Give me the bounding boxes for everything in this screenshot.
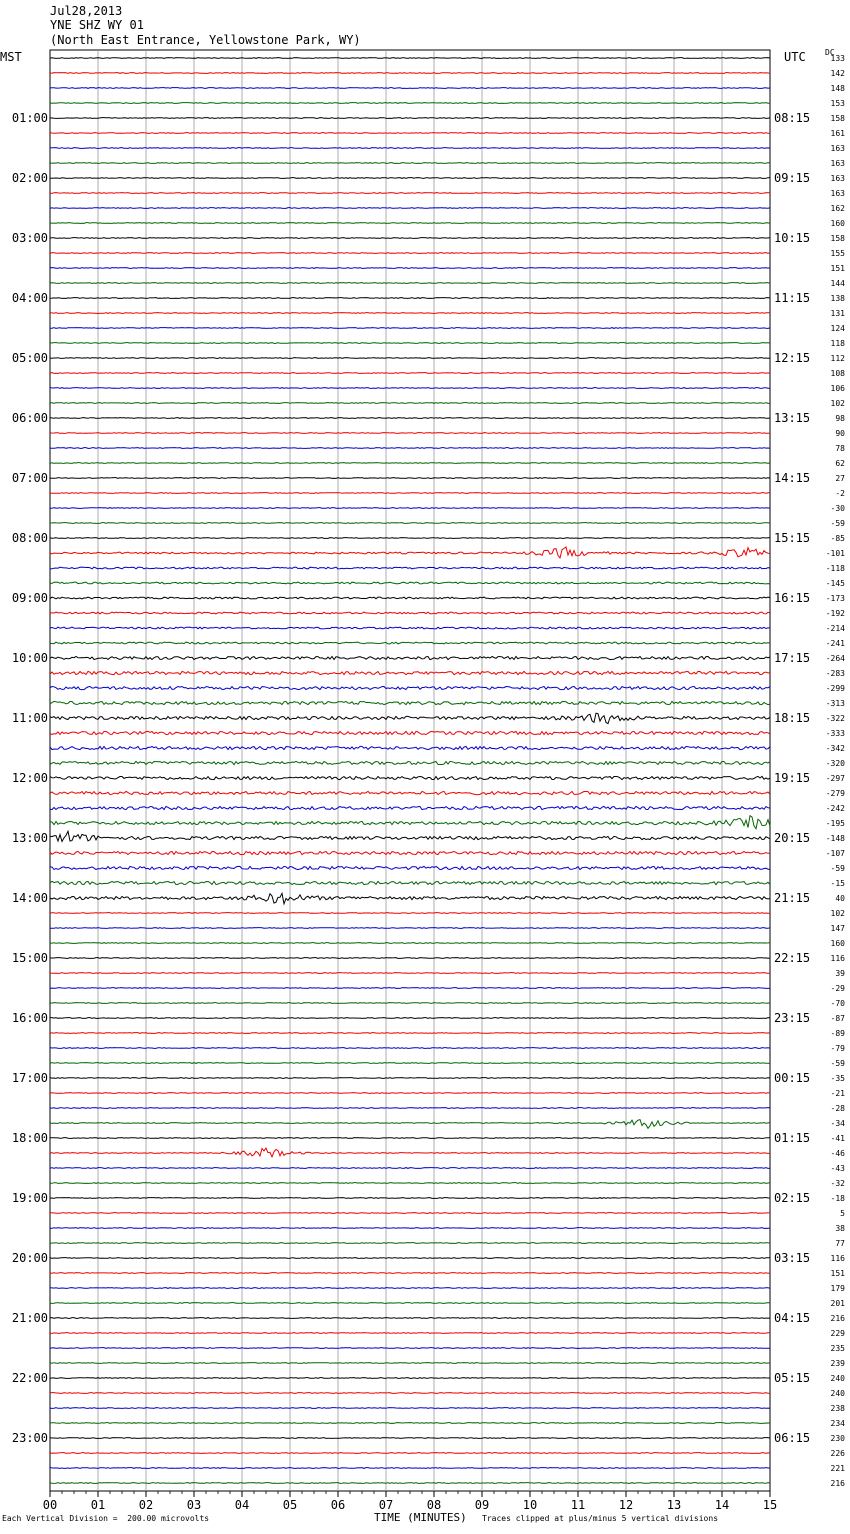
mst-hour-label: 07:00 bbox=[11, 471, 48, 485]
trace-row bbox=[50, 268, 770, 269]
dc-offset-label: 98 bbox=[835, 414, 845, 423]
dc-offset-label: -70 bbox=[830, 999, 845, 1008]
mst-hour-label: 03:00 bbox=[11, 231, 48, 245]
dc-offset-label: 151 bbox=[830, 264, 845, 273]
dc-offset-label: 144 bbox=[830, 279, 845, 288]
dc-offset-label: -173 bbox=[825, 594, 845, 603]
dc-axis-label: DC bbox=[825, 48, 835, 57]
trace-row bbox=[50, 118, 770, 119]
dc-offset-label: -101 bbox=[825, 549, 845, 558]
dc-offset-label: -43 bbox=[830, 1164, 845, 1173]
x-tick-label: 09 bbox=[474, 1498, 490, 1512]
mst-hour-label: 10:00 bbox=[11, 651, 48, 665]
division-note: Each Vertical Division = 200.00 microvolts bbox=[2, 1514, 210, 1523]
dc-offset-label: 90 bbox=[835, 429, 845, 438]
trace-row bbox=[50, 913, 770, 914]
utc-hour-label: 15:15 bbox=[774, 531, 811, 545]
dc-offset-label: -264 bbox=[825, 654, 845, 663]
mst-hour-label: 01:00 bbox=[11, 111, 48, 125]
trace-row bbox=[50, 193, 770, 194]
dc-offset-label: 39 bbox=[835, 969, 845, 978]
dc-offset-label: -313 bbox=[825, 699, 845, 708]
trace-row bbox=[50, 1468, 770, 1469]
trace-row bbox=[50, 686, 770, 689]
trace-row bbox=[50, 328, 770, 329]
dc-offset-label: -242 bbox=[825, 804, 845, 813]
mst-hour-label: 02:00 bbox=[11, 171, 48, 185]
utc-hour-label: 05:15 bbox=[774, 1371, 811, 1385]
dc-offset-label: 229 bbox=[830, 1329, 845, 1338]
dc-offset-label: 62 bbox=[835, 459, 845, 468]
dc-offset-label: -32 bbox=[830, 1179, 845, 1188]
trace-row bbox=[50, 831, 770, 841]
trace-row bbox=[50, 343, 770, 344]
dc-offset-label: -30 bbox=[830, 504, 845, 513]
dc-offset-label: -297 bbox=[825, 774, 845, 783]
trace-row bbox=[50, 973, 770, 974]
dc-offset-label: -59 bbox=[830, 864, 845, 873]
utc-hour-label: 16:15 bbox=[774, 591, 811, 605]
x-tick-label: 03 bbox=[186, 1498, 202, 1512]
trace-row bbox=[50, 1258, 770, 1259]
x-tick-label: 08 bbox=[426, 1498, 442, 1512]
dc-offset-label: 160 bbox=[830, 219, 845, 228]
trace-row bbox=[50, 58, 770, 59]
dc-offset-label: 142 bbox=[830, 69, 845, 78]
dc-offset-label: -89 bbox=[830, 1029, 845, 1038]
x-tick-label: 10 bbox=[522, 1498, 538, 1512]
trace-row bbox=[50, 1148, 770, 1157]
trace-row bbox=[50, 1228, 770, 1229]
trace-row bbox=[50, 208, 770, 209]
trace-row bbox=[50, 1108, 770, 1109]
mst-hour-label: 19:00 bbox=[11, 1191, 48, 1205]
dc-offset-label: 102 bbox=[830, 399, 845, 408]
dc-offset-label: 216 bbox=[830, 1314, 845, 1323]
dc-offset-label: 78 bbox=[835, 444, 845, 453]
dc-offset-label: 77 bbox=[835, 1239, 845, 1248]
dc-offset-label: -59 bbox=[830, 519, 845, 528]
x-tick-label: 01 bbox=[90, 1498, 106, 1512]
trace-row bbox=[50, 283, 770, 284]
x-tick-label: 15 bbox=[762, 1498, 778, 1512]
dc-offset-label: 116 bbox=[830, 954, 845, 963]
trace-row bbox=[50, 1408, 770, 1409]
mst-hour-label: 13:00 bbox=[11, 831, 48, 845]
dc-offset-label: 106 bbox=[830, 384, 845, 393]
dc-offset-label: -320 bbox=[825, 759, 845, 768]
utc-hour-label: 13:15 bbox=[774, 411, 811, 425]
mst-hour-label: 21:00 bbox=[11, 1311, 48, 1325]
trace-row bbox=[50, 163, 770, 164]
date-title: Jul28,2013 bbox=[50, 4, 123, 18]
mst-hour-label: 11:00 bbox=[11, 711, 48, 725]
trace-row bbox=[50, 358, 770, 359]
dc-offset-label: 133 bbox=[830, 54, 845, 63]
dc-offset-label: -333 bbox=[825, 729, 845, 738]
trace-row bbox=[50, 238, 770, 239]
trace-row bbox=[50, 816, 770, 829]
mst-hour-label: 05:00 bbox=[11, 351, 48, 365]
trace-row bbox=[50, 1393, 770, 1394]
dc-offset-label: 162 bbox=[830, 204, 845, 213]
dc-offset-label: 112 bbox=[830, 354, 845, 363]
trace-row bbox=[50, 1033, 770, 1034]
trace-row bbox=[50, 746, 770, 749]
trace-row bbox=[50, 73, 770, 74]
trace-row bbox=[50, 223, 770, 224]
trace-row bbox=[50, 612, 770, 614]
x-tick-label: 14 bbox=[714, 1498, 730, 1512]
dc-offset-label: -299 bbox=[825, 684, 845, 693]
trace-row bbox=[50, 433, 770, 434]
dc-offset-label: -46 bbox=[830, 1149, 845, 1158]
utc-hour-label: 21:15 bbox=[774, 891, 811, 905]
utc-hour-label: 12:15 bbox=[774, 351, 811, 365]
dc-offset-label: 163 bbox=[830, 144, 845, 153]
trace-row bbox=[50, 701, 770, 704]
trace-row bbox=[50, 523, 770, 524]
dc-offset-label: 201 bbox=[830, 1299, 845, 1308]
dc-offset-label: 158 bbox=[830, 234, 845, 243]
dc-offset-label: -15 bbox=[830, 879, 845, 888]
dc-offset-label: -145 bbox=[825, 579, 845, 588]
trace-row bbox=[50, 388, 770, 389]
mst-hour-label: 08:00 bbox=[11, 531, 48, 545]
dc-offset-label: 153 bbox=[830, 99, 845, 108]
trace-row bbox=[50, 597, 770, 599]
trace-row bbox=[50, 88, 770, 89]
utc-hour-label: 08:15 bbox=[774, 111, 811, 125]
dc-offset-label: -35 bbox=[830, 1074, 845, 1083]
trace-row bbox=[50, 988, 770, 989]
utc-hour-label: 02:15 bbox=[774, 1191, 811, 1205]
trace-row bbox=[50, 567, 770, 569]
dc-offset-label: 161 bbox=[830, 129, 845, 138]
clip-note: Traces clipped at plus/minus 5 vertical divisions bbox=[482, 1514, 719, 1523]
utc-hour-label: 06:15 bbox=[774, 1431, 811, 1445]
dc-offset-label: -79 bbox=[830, 1044, 845, 1053]
trace-row bbox=[50, 881, 770, 884]
dc-offset-label: 151 bbox=[830, 1269, 845, 1278]
trace-row bbox=[50, 1213, 770, 1214]
trace-row bbox=[50, 1483, 770, 1484]
dc-offset-label: 239 bbox=[830, 1359, 845, 1368]
trace-row bbox=[50, 893, 770, 903]
dc-offset-label: -322 bbox=[825, 714, 845, 723]
trace-row bbox=[50, 866, 770, 869]
dc-offset-label: 234 bbox=[830, 1419, 845, 1428]
plot-frame bbox=[50, 50, 770, 1491]
utc-hour-label: 22:15 bbox=[774, 951, 811, 965]
mst-hour-label: 16:00 bbox=[11, 1011, 48, 1025]
mst-hour-label: 06:00 bbox=[11, 411, 48, 425]
trace-row bbox=[50, 313, 770, 314]
trace-row bbox=[50, 1363, 770, 1364]
trace-row bbox=[50, 1048, 770, 1049]
dc-offset-label: -18 bbox=[830, 1194, 845, 1203]
dc-offset-label: 27 bbox=[835, 474, 845, 483]
trace-row bbox=[50, 1378, 770, 1379]
trace-row bbox=[50, 1003, 770, 1004]
trace-row bbox=[50, 148, 770, 149]
mst-hour-label: 15:00 bbox=[11, 951, 48, 965]
dc-offset-label: 158 bbox=[830, 114, 845, 123]
utc-hour-label: 20:15 bbox=[774, 831, 811, 845]
trace-row bbox=[50, 253, 770, 254]
trace-row bbox=[50, 791, 770, 794]
mst-hour-label: 22:00 bbox=[11, 1371, 48, 1385]
dc-offset-label: -283 bbox=[825, 669, 845, 678]
mst-hour-label: 12:00 bbox=[11, 771, 48, 785]
trace-row bbox=[50, 958, 770, 959]
dc-offset-label: -342 bbox=[825, 744, 845, 753]
utc-hour-label: 11:15 bbox=[774, 291, 811, 305]
x-tick-label: 04 bbox=[234, 1498, 250, 1512]
trace-row bbox=[50, 298, 770, 299]
trace-row bbox=[50, 928, 770, 929]
x-tick-label: 05 bbox=[282, 1498, 298, 1512]
dc-offset-label: 163 bbox=[830, 189, 845, 198]
trace-row bbox=[50, 1120, 770, 1129]
utc-hour-label: 01:15 bbox=[774, 1131, 811, 1145]
dc-offset-label: -21 bbox=[830, 1089, 845, 1098]
trace-row bbox=[50, 1183, 770, 1184]
trace-row bbox=[50, 627, 770, 629]
location-title: (North East Entrance, Yellowstone Park, WY) bbox=[50, 33, 361, 47]
x-tick-label: 06 bbox=[330, 1498, 346, 1512]
dc-offset-label: 116 bbox=[830, 1254, 845, 1263]
dc-offset-label: -85 bbox=[830, 534, 845, 543]
trace-row bbox=[50, 1453, 770, 1454]
dc-offset-label: 148 bbox=[830, 84, 845, 93]
mst-hour-label: 09:00 bbox=[11, 591, 48, 605]
utc-hour-label: 10:15 bbox=[774, 231, 811, 245]
x-tick-label: 00 bbox=[42, 1498, 58, 1512]
trace-row bbox=[50, 1168, 770, 1169]
mst-hour-label: 18:00 bbox=[11, 1131, 48, 1145]
dc-offset-label: 160 bbox=[830, 939, 845, 948]
dc-offset-label: 226 bbox=[830, 1449, 845, 1458]
utc-hour-label: 19:15 bbox=[774, 771, 811, 785]
trace-row bbox=[50, 761, 770, 764]
trace-row bbox=[50, 1078, 770, 1079]
trace-row bbox=[50, 1018, 770, 1019]
x-tick-label: 12 bbox=[618, 1498, 634, 1512]
trace-row bbox=[50, 1273, 770, 1274]
dc-offset-label: 163 bbox=[830, 159, 845, 168]
trace-row bbox=[50, 493, 770, 494]
dc-offset-label: 155 bbox=[830, 249, 845, 258]
utc-hour-label: 17:15 bbox=[774, 651, 811, 665]
dc-offset-label: -28 bbox=[830, 1104, 845, 1113]
mst-hour-label: 04:00 bbox=[11, 291, 48, 305]
trace-row bbox=[50, 1243, 770, 1244]
dc-offset-label: 124 bbox=[830, 324, 845, 333]
trace-row bbox=[50, 851, 770, 854]
dc-offset-label: 118 bbox=[830, 339, 845, 348]
dc-offset-label: -34 bbox=[830, 1119, 845, 1128]
trace-row bbox=[50, 418, 770, 419]
trace-row bbox=[50, 1288, 770, 1289]
utc-axis-label: UTC bbox=[784, 50, 806, 64]
trace-row bbox=[50, 478, 770, 479]
trace-row bbox=[50, 943, 770, 944]
trace-row bbox=[50, 1063, 770, 1064]
dc-offset-label: -2 bbox=[835, 489, 845, 498]
trace-row bbox=[50, 448, 770, 449]
dc-offset-label: 179 bbox=[830, 1284, 845, 1293]
x-tick-label: 11 bbox=[570, 1498, 586, 1512]
trace-row bbox=[50, 373, 770, 374]
utc-hour-label: 04:15 bbox=[774, 1311, 811, 1325]
utc-hour-label: 00:15 bbox=[774, 1071, 811, 1085]
trace-row bbox=[50, 1438, 770, 1439]
dc-offset-label: -195 bbox=[825, 819, 845, 828]
dc-offset-label: 102 bbox=[830, 909, 845, 918]
dc-offset-label: -29 bbox=[830, 984, 845, 993]
trace-row bbox=[50, 582, 770, 584]
dc-offset-label: 40 bbox=[835, 894, 845, 903]
mst-axis-label: MST bbox=[0, 50, 22, 64]
trace-row bbox=[50, 538, 770, 539]
dc-offset-label: 216 bbox=[830, 1479, 845, 1488]
trace-row bbox=[50, 1138, 770, 1139]
time-axis-label: TIME (MINUTES) bbox=[374, 1511, 467, 1524]
trace-row bbox=[50, 657, 770, 660]
trace-row bbox=[50, 731, 770, 734]
mst-hour-label: 14:00 bbox=[11, 891, 48, 905]
trace-row bbox=[50, 713, 770, 723]
x-tick-label: 02 bbox=[138, 1498, 154, 1512]
dc-offset-label: 230 bbox=[830, 1434, 845, 1443]
dc-offset-label: 240 bbox=[830, 1374, 845, 1383]
trace-row bbox=[50, 1093, 770, 1094]
utc-hour-label: 18:15 bbox=[774, 711, 811, 725]
dc-offset-label: 38 bbox=[835, 1224, 845, 1233]
dc-offset-label: -41 bbox=[830, 1134, 845, 1143]
trace-row bbox=[50, 178, 770, 179]
station-title: YNE SHZ WY 01 bbox=[50, 18, 144, 32]
trace-row bbox=[50, 463, 770, 464]
trace-row bbox=[50, 671, 770, 674]
dc-offset-label: 108 bbox=[830, 369, 845, 378]
dc-offset-label: 5 bbox=[840, 1209, 845, 1218]
dc-offset-label: -214 bbox=[825, 624, 845, 633]
trace-row bbox=[50, 642, 770, 644]
dc-offset-label: -59 bbox=[830, 1059, 845, 1068]
trace-row bbox=[50, 1348, 770, 1349]
dc-offset-label: 235 bbox=[830, 1344, 845, 1353]
trace-row bbox=[50, 1198, 770, 1199]
dc-offset-label: 240 bbox=[830, 1389, 845, 1398]
utc-hour-label: 23:15 bbox=[774, 1011, 811, 1025]
dc-offset-label: -241 bbox=[825, 639, 845, 648]
mst-hour-label: 23:00 bbox=[11, 1431, 48, 1445]
dc-offset-label: -118 bbox=[825, 564, 845, 573]
dc-offset-label: -87 bbox=[830, 1014, 845, 1023]
trace-row bbox=[50, 1318, 770, 1319]
dc-offset-label: 138 bbox=[830, 294, 845, 303]
dc-offset-label: 147 bbox=[830, 924, 845, 933]
trace-row bbox=[50, 508, 770, 509]
trace-row bbox=[50, 1333, 770, 1334]
trace-row bbox=[50, 103, 770, 104]
trace-row bbox=[50, 1423, 770, 1424]
trace-row bbox=[50, 133, 770, 134]
dc-offset-label: -192 bbox=[825, 609, 845, 618]
trace-row bbox=[50, 403, 770, 404]
trace-row bbox=[50, 806, 770, 809]
dc-offset-label: 238 bbox=[830, 1404, 845, 1413]
trace-row bbox=[50, 776, 770, 779]
x-tick-label: 07 bbox=[378, 1498, 394, 1512]
utc-hour-label: 09:15 bbox=[774, 171, 811, 185]
dc-offset-label: -279 bbox=[825, 789, 845, 798]
mst-hour-label: 17:00 bbox=[11, 1071, 48, 1085]
utc-hour-label: 03:15 bbox=[774, 1251, 811, 1265]
x-tick-label: 13 bbox=[666, 1498, 682, 1512]
trace-row bbox=[50, 547, 770, 558]
dc-offset-label: 221 bbox=[830, 1464, 845, 1473]
utc-hour-label: 14:15 bbox=[774, 471, 811, 485]
dc-offset-label: -148 bbox=[825, 834, 845, 843]
trace-row bbox=[50, 1303, 770, 1304]
mst-hour-label: 20:00 bbox=[11, 1251, 48, 1265]
dc-offset-label: 131 bbox=[830, 309, 845, 318]
dc-offset-label: 163 bbox=[830, 174, 845, 183]
dc-offset-label: -107 bbox=[825, 849, 845, 858]
